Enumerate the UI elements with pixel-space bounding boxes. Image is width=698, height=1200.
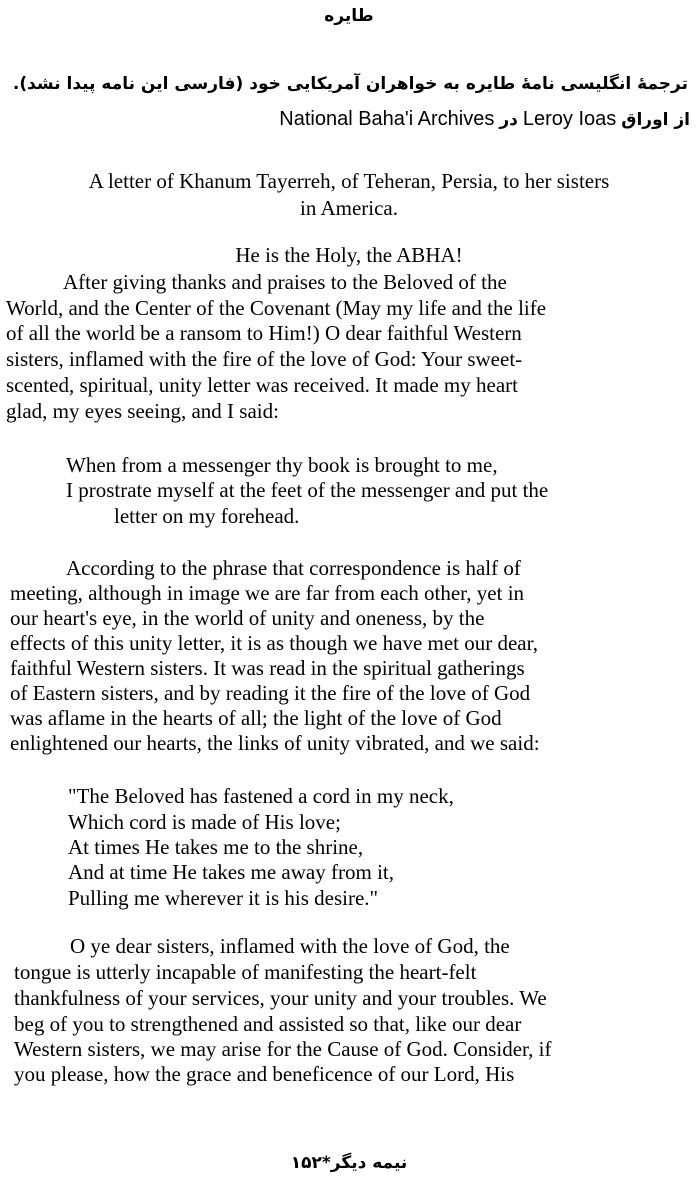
paragraph-2-line: According to the phrase that correspondence is half of (66, 556, 521, 580)
persian-prefix: از اوراق (621, 110, 690, 130)
paragraph-3-line: beg of you to strengthened and assisted so that, like our dear (14, 1012, 522, 1036)
archive-collection-name: Leroy Ioas (522, 108, 617, 130)
page-footer: نیمه دیگر*۱۵۲ (290, 1153, 408, 1173)
paragraph-2-line: faithful Western sisters. It was read in the spiritual gatherings (10, 656, 525, 680)
paragraph-3-line: tongue is utterly incapable of manifesting the heart-felt (14, 960, 477, 984)
paragraph-2-line: was aflame in the hearts of all; the light of the love of God (10, 706, 502, 730)
invocation: He is the Holy, the ABHA! (235, 243, 463, 267)
letter-title (0, 168, 698, 222)
paragraph-2-line: effects of this unity letter, it is as though we have met our dear, (10, 631, 539, 655)
archive-name: National Baha'i Archives (279, 108, 495, 130)
paragraph-2-line: meeting, although in image we are far from each other, yet in (10, 581, 525, 605)
persian-intro-line-2 (279, 106, 690, 133)
paragraph-1-line: scented, spiritual, unity letter was received. It made my heart (6, 373, 518, 397)
page-header-title: طایره (324, 6, 374, 26)
persian-intro-line-1: ترجمهٔ انگلیسی نامهٔ طایره به خواهران آمریکایی خود (فارسی این نامه پیدا نشد). (12, 74, 688, 94)
paragraph-3-line: thankfulness of your services, your unity and your troubles. We (14, 986, 547, 1010)
verse-2-line: Which cord is made of His love; (68, 810, 341, 834)
verse-1-line: When from a messenger thy book is brought to me, (66, 453, 498, 477)
verse-2-line: At times He takes me to the shrine, (68, 835, 364, 859)
verse-1-line: I prostrate myself at the feet of the messenger and put the (66, 478, 549, 502)
verse-2-line: "The Beloved has fastened a cord in my neck, (68, 784, 454, 808)
paragraph-2-line: enlightened our hearts, the links of unity vibrated, and we said: (10, 731, 540, 755)
paragraph-1-line: glad, my eyes seeing, and I said: (6, 399, 279, 423)
paragraph-3-line: O ye dear sisters, inflamed with the love of God, the (70, 934, 510, 958)
paragraph-2-line: of Eastern sisters, and by reading it the fire of the love of God (10, 681, 531, 705)
letter-title-line: A letter of Khanum Tayerreh, of Teheran, Persia, to her sisters (88, 169, 610, 193)
paragraph-3-line: you please, how the grace and beneficence of our Lord, His (14, 1062, 515, 1086)
verse-2-line: Pulling me wherever it is his desire." (68, 886, 379, 910)
paragraph-1-line: of all the world be a ransom to Him!) O dear faithful Western (6, 321, 522, 345)
paragraph-3-line: Western sisters, we may arise for the Cause of God. Consider, if (14, 1037, 552, 1061)
paragraph-1-line: World, and the Center of the Covenant (May my life and the life (6, 296, 547, 320)
paragraph-2-line: our heart's eye, in the world of unity and oneness, by the (10, 606, 485, 630)
paragraph-1-line: After giving thanks and praises to the Beloved of the (63, 270, 507, 294)
verse-2-line: And at time He takes me away from it, (68, 860, 394, 884)
letter-title-line: in America. (300, 196, 398, 220)
verse-1-line: letter on my forehead. (114, 504, 300, 528)
paragraph-1-line: sisters, inflamed with the fire of the love of God: Your sweet- (6, 347, 523, 371)
persian-preposition: در (499, 110, 518, 130)
